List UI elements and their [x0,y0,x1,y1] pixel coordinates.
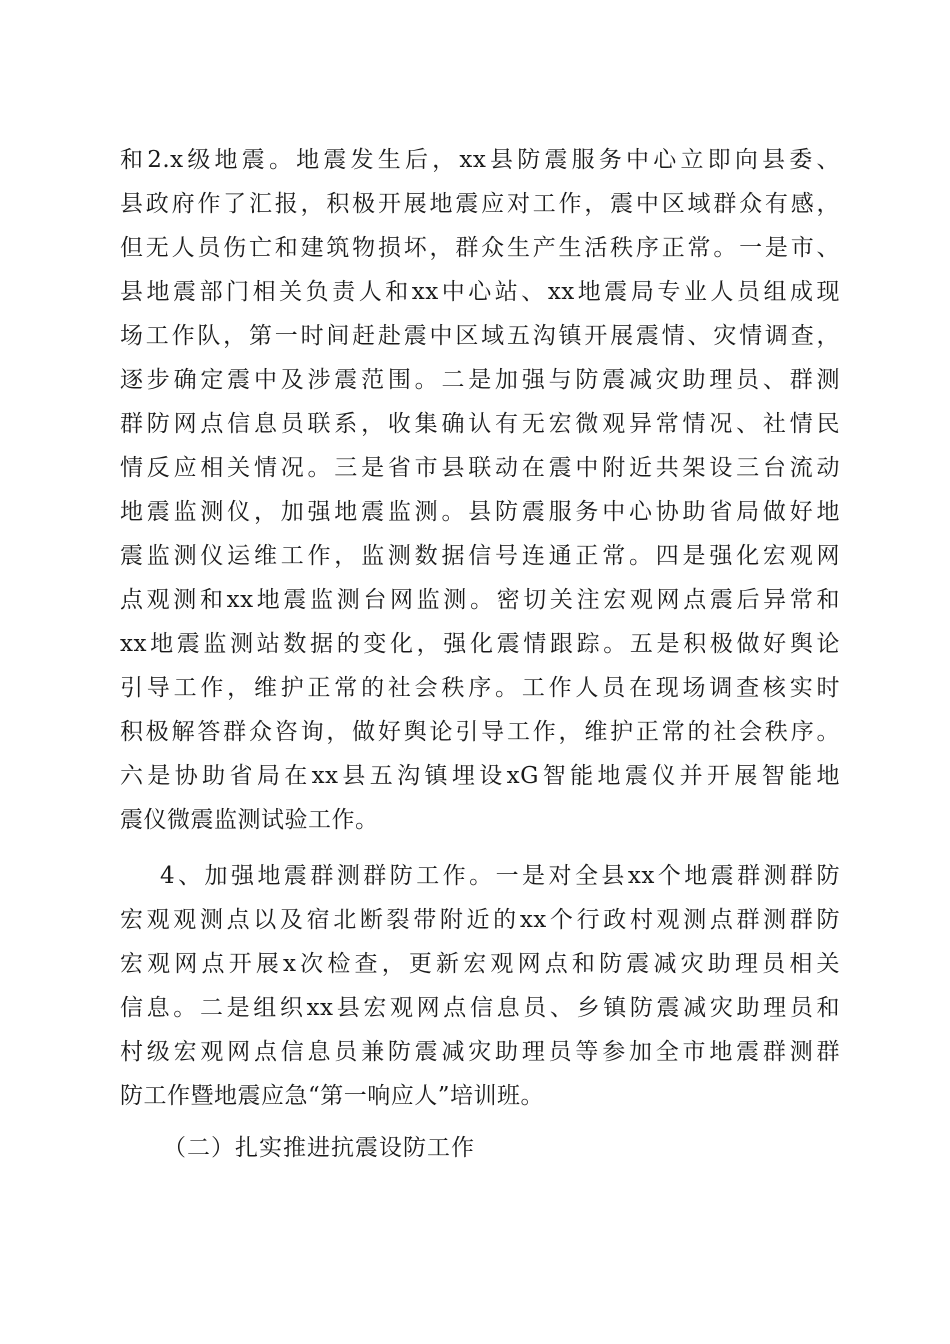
paragraph-line: 逐步确定震中及涉震范围。二是加强与防震减灾助理员、群测 [120,367,840,393]
paragraph-line: 防工作暨地震应急“第一响应人”培训班。 [120,1083,545,1109]
section-heading: （二）扎实推进抗震设防工作 [163,1135,475,1161]
paragraph-line: 宏观观测点以及宿北断裂带附近的xx个行政村观测点群测群防 [120,907,840,933]
paragraph-line: 震仪微震监测试验工作。 [120,807,379,833]
paragraph-line: 宏观网点开展x次检查，更新宏观网点和防震减灾助理员相关 [120,951,840,977]
paragraph-line: 信息。二是组织xx县宏观网点信息员、乡镇防震减灾助理员和 [120,995,840,1021]
paragraph-line: xx地震监测站数据的变化，强化震情跟踪。五是积极做好舆论 [120,631,840,657]
paragraph-line: 情反应相关情况。三是省市县联动在震中附近共架设三台流动 [120,455,840,481]
paragraph-line: 地震监测仪，加强地震监测。县防震服务中心协助省局做好地 [120,499,840,525]
paragraph-line: 县地震部门相关负责人和xx中心站、xx地震局专业人员组成现 [120,279,840,305]
paragraph-line: 但无人员伤亡和建筑物损坏，群众生产生活秩序正常。一是市、 [120,235,840,261]
paragraph-line: 震监测仪运维工作，监测数据信号连通正常。四是强化宏观网 [120,543,840,569]
paragraph-line: 群防网点信息员联系，收集确认有无宏微观异常情况、社情民 [120,411,840,437]
paragraph-line: 县政府作了汇报，积极开展地震应对工作，震中区域群众有感， [120,191,840,217]
paragraph-line: 村级宏观网点信息员兼防震减灾助理员等参加全市地震群测群 [120,1039,840,1065]
paragraph-line: 和2.x级地震。地震发生后，xx县防震服务中心立即向县委、 [120,147,840,173]
paragraph-line: 积极解答群众咨询，做好舆论引导工作，维护正常的社会秩序。 [120,719,840,745]
paragraph-line: 4、加强地震群测群防工作。一是对全县xx个地震群测群防 [160,863,840,889]
paragraph-line: 场工作队，第一时间赶赴震中区域五沟镇开展震情、灾情调查， [120,323,840,349]
paragraph-line: 引导工作，维护正常的社会秩序。工作人员在现场调查核实时 [120,675,840,701]
paragraph-line: 六是协助省局在xx县五沟镇埋设xG智能地震仪并开展智能地 [120,763,840,789]
paragraph-line: 点观测和xx地震监测台网监测。密切关注宏观网点震后异常和 [120,587,840,613]
